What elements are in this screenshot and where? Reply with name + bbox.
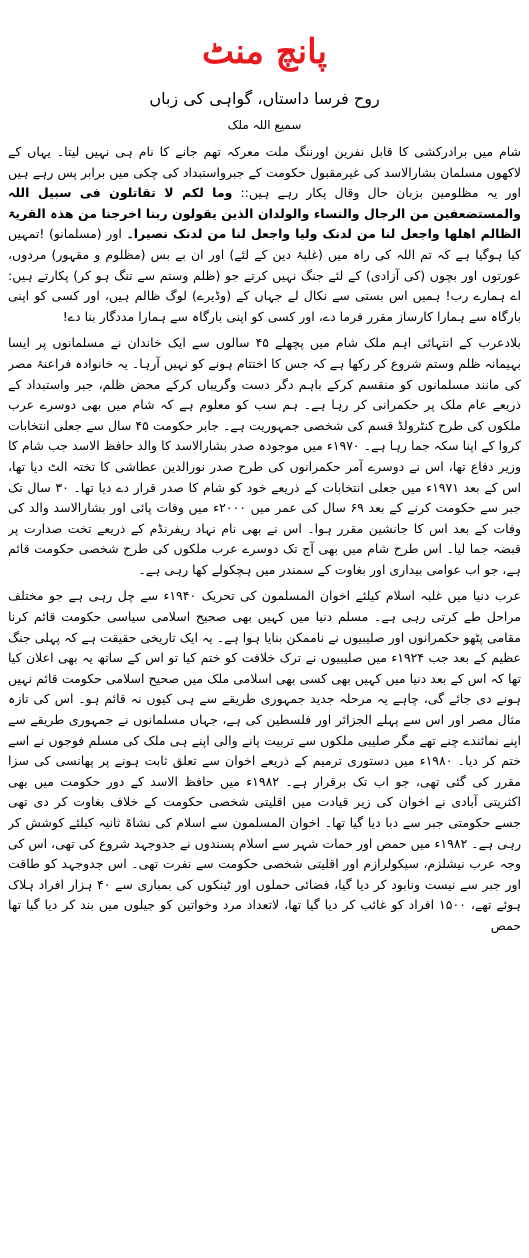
article-subtitle: روح فرسا داستاں، گواہی کی زباں — [149, 89, 380, 108]
author-byline: سمیع اللہ ملک — [227, 118, 302, 132]
paragraph-ikhwan: عرب دنیا میں غلبہ اسلام کیلئے اخوان المسلمون کی تحریک ۱۹۴۰ء سے چل رہی ہے جو مختلف مراحل طے کرتی رہی ہے۔ مسلم دنیا میں کہیں بھی صحیح اسلامی سیاسی حکومت قائم کرنا مقامی پٹھو حکمرانوں اور صلیبیوں نے ناممکن بنایا ہوا ہے۔ یہ ایک تاریخی حقیقت ہے کہ پہلی جنگ عظیم کے بعد جب ۱۹۲۴ء میں صلیبیوں نے ترک خلافت کو ختم کیا تو اس کے ساتھ یہ بھی اعلان کیا تھا کہ اس کے بعد دنیا میں کہیں بھی کسی بھی اسلامی ملک میں صحیح اسلامی حکومت قائم نہیں ہونے دی جائے گی، چاہے یہ مرحلہ جدید جمہوری طریقے سے ہی کیوں نہ قائم ہو۔ اس کی تازہ مثال مصر اور اس سے پہلے الجزائر اور فلسطین کی ہے، جہاں مسلمانوں نے جمہوری طریقے سے اپنے نمائندے چنے تھے مگر صلیبی ملکوں سے تربیت پانے والی اپنے ہی ملک کی مسلم فوجوں نے اسے ختم کر دیا۔ ۱۹۸۰ء میں دستوری ترمیم کے ذریعے اخوان سے تعلق ثابت ہونے پر پھانسی کی سزا مقرر کی گئی تھی، جو اب تک برقرار ہے۔ ۱۹۸۲ء میں حافظ الاسد کے دور حکومت میں بھی اکثریتی آبادی نے اخوان کی زیر قیادت میں اقلیتی شخصی حکومت کے خلاف بغاوت کر دی تھی جسے حکومتی جبر سے دبا دیا گیا تھا۔ اخوان المسلمون سے اسلام کی نشاۃ ثانیہ کیلئے کوشش کر رہی ہے۔ ۱۹۸۲ء میں حمص اور حمات شہر سے اسلام پسندوں نے جدوجہد شروع کی تھی، اس کی وجہ عرب نیشلزم، سیکولرازم اور اقلیتی شخصی حکومت سے نفرت تھی۔ اس جدوجہد کو طاقت اور جبر سے نیست ونابود کر دیا گیا، فضائی حملوں اور ٹینکوں کی بمباری سے ۴۰ ہزار افراد ہلاک ہوئے تھے، ۱۵۰۰ افراد کو غائب کر دیا گیا تھا، لاتعداد مرد وخواتین کو جیلوں میں بند کر دیا گیا تھا حمص — [8, 588, 521, 933]
intro-text: شام میں برادرکشی کا قابل نفرین اورننگ ملت معرکہ تھم جانے کا نام ہی نہیں لیتا۔ یہاں کے لاکھوں مسلمان بشارالاسد کی غیرمقبول حکومت کے جبرواستبداد کی چکی میں برابر پس رہے ہیں اور یہ مظلومین بزبان حال وقال پکار رہے ہیں:: — [8, 144, 521, 201]
article-body — [8, 142, 521, 1252]
quranic-verse: وما لکم لا تقاتلون فی سبیل اللہ والمستضعفین من الرجال والنساء والولدان الذین یقولون ربنا اخرجنا من ھذہ القریۃ الظالم اھلھا واجعل لنا من لدنک ولیا واجعل لنا من لدنک نصیرا۔ — [8, 185, 521, 242]
article-title: پانچ منٹ — [202, 32, 327, 72]
verse-translation: اور (مسلمانو) !تمہیں کیا ہوگیا ہے کہ تم اللہ کی راہ میں (غلبۂ دین کے لئے) اور ان بے بس (مظلوم و مقہور) مردوں، عورتوں اور بچوں (کی آزادی) کے لئے جنگ نہیں کرتے جو (ظلم وستم سے تنگ ہو کر) پکارتے ہیں: اے ہمارے رب! ہمیں اس بستی سے نکال لے جہاں کے (وڈیرے) لوگ ظالم ہیں، اور کسی کو اپنی بارگاہ سے ہمارا کارساز مقرر فرما دے، اور کسی کو اپنی بارگاہ سے ہمارا مددگار بنا دے! — [8, 226, 521, 324]
paragraph-syria-history: بلادعرب کے انتہائی اہم ملک شام میں پچھلے ۴۵ سالوں سے ایک خاندان نے مسلمانوں پر ایسا بہیمانہ ظلم وستم شروع کر رکھا ہے کہ جس کا اختتام ہونے کو نہیں آرہا۔ یہ خانوادہ فراعنۂ مصر کی مانند مسلمانوں کو منقسم کرکے باہم دگر دست وگریباں کرکے محض ظلم، جبر واستبداد کے ذریعے عام ملک پر حکمرانی کر رہا ہے۔ ہم سب کو معلوم ہے کہ شام میں بھی دوسرے عرب ملکوں کی طرح کنٹرولڈ قسم کی شخصی جمہوریت ہے۔ جابر حکومت ۴۵ سال سے جعلی انتخابات کروا کے اپنا سکہ جما رہا ہے۔ ۱۹۷۰ء میں موجودہ صدر بشارالاسد کا والد حافظ الاسد جب شام کا وزیر دفاع تھا، اس نے دوسرے آمر حکمرانوں کی طرح صدر نورالدین عطاشی کا تختہ الٹ دیا تھا، اس کے بعد ۱۹۷۱ء میں جعلی انتخابات کے ذریعے خود کو شام کا صدر قرار دے دیا تھا۔ ۳۰ سال تک جبر سے حکومت کرنے کے بعد ۶۹ سال کی عمر میں ۲۰۰۰ء میں وفات پائی اور بشارالاسد والد کی وفات کے بعد اس کا جانشین مقرر ہوا۔ اس نے بھی نام نہاد ریفرنڈم کے ذریعے تخت صدارت پر قبضہ جما لیا۔ اس طرح شام میں بھی آج تک دوسرے عرب ملکوں کی طرح شخصی حکومت قائم ہے، جو اب عوامی بیداری اور بغاوت کے سمندر میں ہچکولے کھا رہی ہے۔ — [8, 335, 521, 577]
paragraph-intro — [8, 142, 521, 327]
